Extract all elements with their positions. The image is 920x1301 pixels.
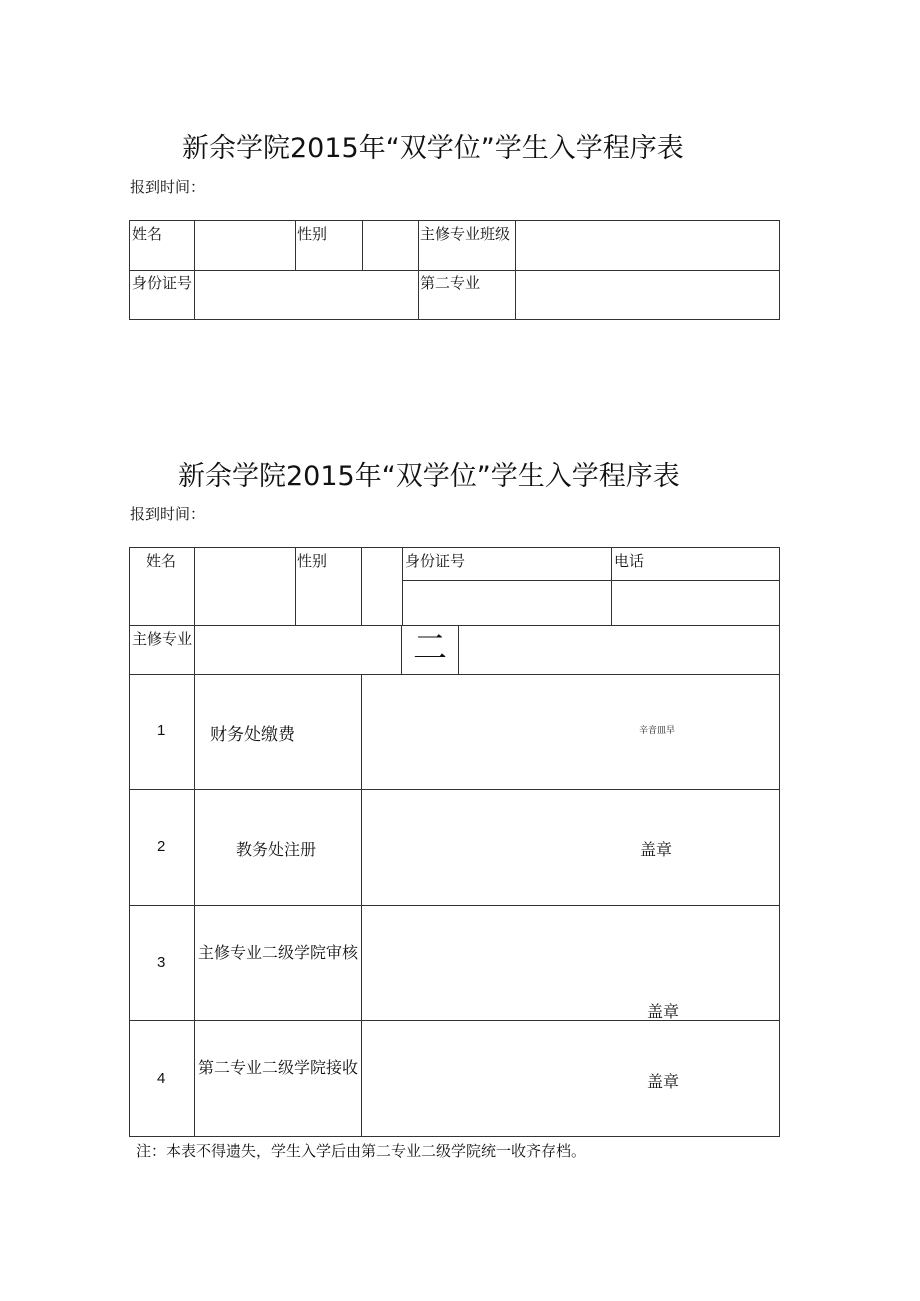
form2-second-major-field[interactable] (459, 626, 778, 673)
form1-gender-label: 性别 (297, 225, 328, 243)
form2-name-field[interactable] (195, 548, 294, 624)
step-2-name: 教务处注册 (236, 840, 317, 859)
form2-major-field[interactable] (195, 626, 400, 673)
step-4-number: 4 (157, 1070, 166, 1087)
step-2-number: 2 (157, 838, 166, 855)
step-3-stamp: 盖章 (647, 1002, 680, 1021)
form2-phone-field[interactable] (612, 581, 778, 624)
form2-id-field[interactable] (403, 581, 610, 624)
step-4-name: 第二专业二级学院接收 (198, 1058, 359, 1077)
form2-gender-field[interactable] (362, 548, 401, 624)
form1-id-label: 身份证号 (132, 274, 193, 292)
step-4-stamp: 盖章 (647, 1072, 680, 1091)
step-1-name: 财务处缴费 (210, 725, 295, 745)
step-3-name: 主修专业二级学院审核 (198, 943, 359, 962)
step-1-number: 1 (157, 722, 166, 739)
form2-note: 注：本表不得遗失，学生入学后由第二专业二级学院统一收齐存档。 (136, 1142, 587, 1160)
step-2-stamp: 盖章 (640, 840, 673, 859)
form1-name-label: 姓名 (132, 225, 163, 243)
form2-title: 新余学院2015年“双学位”学生入学程序表 (178, 461, 680, 492)
form2-second-label: 二 (413, 628, 447, 668)
form1-title: 新余学院2015年“双学位”学生入学程序表 (182, 133, 684, 164)
form1-second-major-label: 第二专业 (420, 274, 481, 292)
form2-phone-label: 电话 (614, 552, 645, 570)
step-1-stamp: 辛音皿早 (639, 726, 676, 736)
form1-major-class-label: 主修专业班级 (420, 225, 511, 243)
form2-major-label: 主修专业 (132, 630, 193, 648)
form2-report-time-label: 报到时间： (130, 505, 206, 523)
form2-name-label: 姓名 (146, 552, 177, 570)
form2-gender-label: 性别 (297, 552, 328, 570)
form2-id-label: 身份证号 (405, 552, 466, 570)
step-3-number: 3 (157, 954, 166, 971)
form1-report-time-label: 报到时间： (130, 178, 206, 196)
